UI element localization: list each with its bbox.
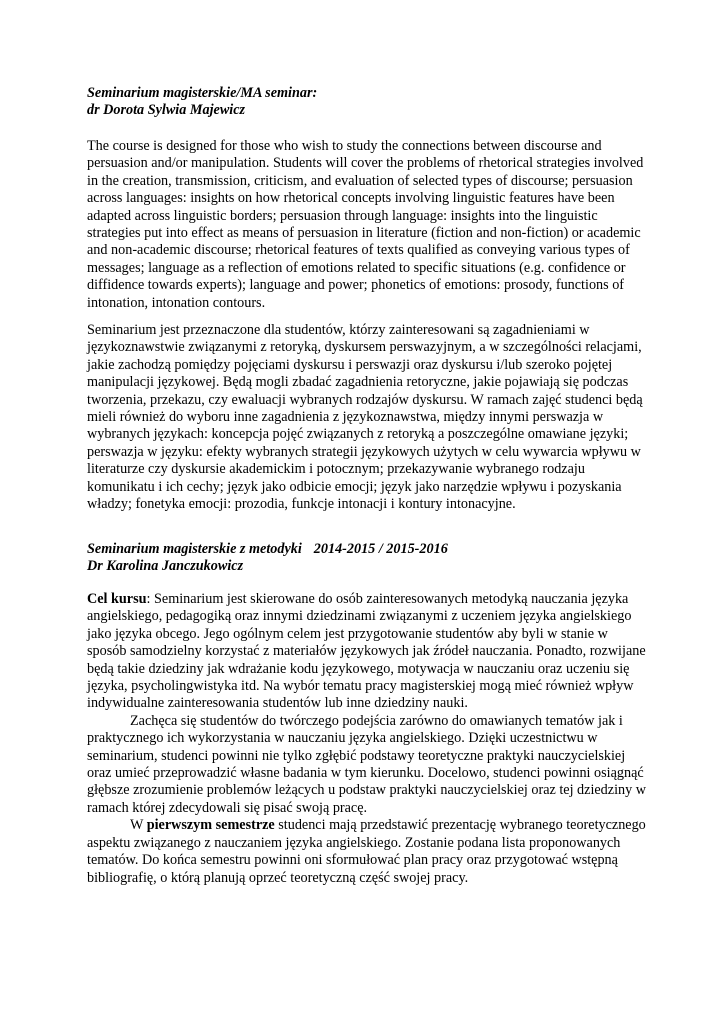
goal-label: Cel kursu: [87, 591, 147, 607]
seminar-title: Seminarium magisterskie/MA seminar:: [87, 85, 318, 101]
seminar-title-methodology: [87, 541, 647, 558]
instructor-name-2: Dr Karolina Janczukowicz: [87, 558, 244, 575]
paragraph-first-semester: [87, 817, 647, 887]
goal-text: : Seminarium jest skierowane do osób zainteresowanych metodyką nauczania języka angielskiego, pedagogiką oraz innymi dziedzinami związanymi z uczeniem języka angielskiego jako języka obcego. Jego ogólnym celem jest przygotowanie studentów aby byli w stanie w sposób samodzielny korzystać z materiałów językowych jak źródeł nauczania. Ponadto, rozwijane będą takie dziedziny jak wdrażanie kodu językowego, motywacja w nauczaniu oraz uczeniu się języka, psycholingwistyka itd. Na wybór tematu pracy magisterskiej mogą mieć również wpływ indywidualne zainteresowania studentów lub inne dziedziny nauki.: [87, 591, 646, 712]
section-1-heading: [87, 85, 647, 120]
english-description: The course is designed for those who wish to study the connections between discourse and persuasion and/or manipulation. Students will cover the problems of rhetorical strategies involved in the creation, transmission, criticism, and evaluation of selected types of discourse; persuasion across languages: insights on how rhetorical concepts involving linguistic features have been adapted across linguistic borders; persuasion through language: insights into the linguistic strategies put into effect as means of persuasion in literature (fiction and non-fiction) or academic and non-academic discourse; rhetorical features of texts qualified as conveying various types of messages; language as a reflection of emotions related to specific situations (e.g. confidence or diffidence towards experts); language and power; phonetics of emotions: prosody, functions of intonation, intonation contours.: [87, 138, 644, 311]
para3-prefix: W: [130, 817, 147, 834]
instructor-name: dr Dorota Sylwia Majewicz: [87, 102, 246, 119]
section-2-heading: [87, 541, 647, 576]
polish-description: Seminarium jest przeznaczone dla studentów, którzy zainteresowani są zagadnieniami w językoznawstwie związanymi z retoryką, dyskursem perswazyjnym, a w szczególności relacjami, jakie zachodzą pomiędzy pojęciami dyskursu i perswazji oraz dyskursu i/lub szeroko pojętej manipulacji językowej. Będą mogli zbadać zagadnienia retoryczne, jakie pojawiają się podczas tworzenia, przekazu, czy ewaluacji wybranych rodzajów dyskursu. W ramach zajęć studenci będą mieli również do wyboru inne zagadnienia z językoznawstwa, między innymi perswazja w wybranych językach: koncepcja pojęć związanych z retoryką a poszczególne omawiane języki; perswazja w języku: efekty wybranych strategii językowych użytych w celu wywarcia wpływu w literaturze czy dyskursie akademickim i potocznym; przekazywanie wybranego rodzaju komunikatu i ich cechy; język jako odbicie emocji; język jako narzędzie wpływu i pozyskania władzy; fonetyka emocji: prozodia, funkcje intonacji i kontury intonacyjne.: [87, 322, 643, 513]
goal-paragraph: [87, 591, 647, 713]
course-goals: [87, 591, 647, 887]
para3-text: studenci mają przedstawić prezentację wybranego teoretycznego aspektu związanego z nauczaniem języka angielskiego. Zostanie podana lista proponowanych tematów. Do końca semestru powinni oni sformułować plan pracy oraz przygotować wstępną bibliografię, o którą planują oprzeć teoretyczną część swojej pracy.: [87, 817, 646, 886]
academic-years: 2014-2015 / 2015-2016: [313, 541, 448, 557]
seminar-title-text: Seminarium magisterskie z metodyki: [87, 541, 302, 557]
first-semester-label: pierwszym semestrze: [146, 817, 275, 834]
paragraph-encouragement: Zachęca się studentów do twórczego podejścia zarówno do omawianych tematów jak i praktycznego ich wykorzystania w nauczaniu języka angielskiego. Dzięki uczestnictwu w seminarium, studenci powinni nie tylko zgłębić podstawy teoretyczne praktyki nauczycielskiej oraz umieć przeprowadzić własne badania w tym kierunku. Docelowo, studenci powinni osiągnąć głębsze zrozumienie problemów leżących u podstaw praktyki nauczycielskiej oraz tej dziedziny w ramach której zdecydowali się pisać swoją pracę.: [87, 712, 646, 816]
